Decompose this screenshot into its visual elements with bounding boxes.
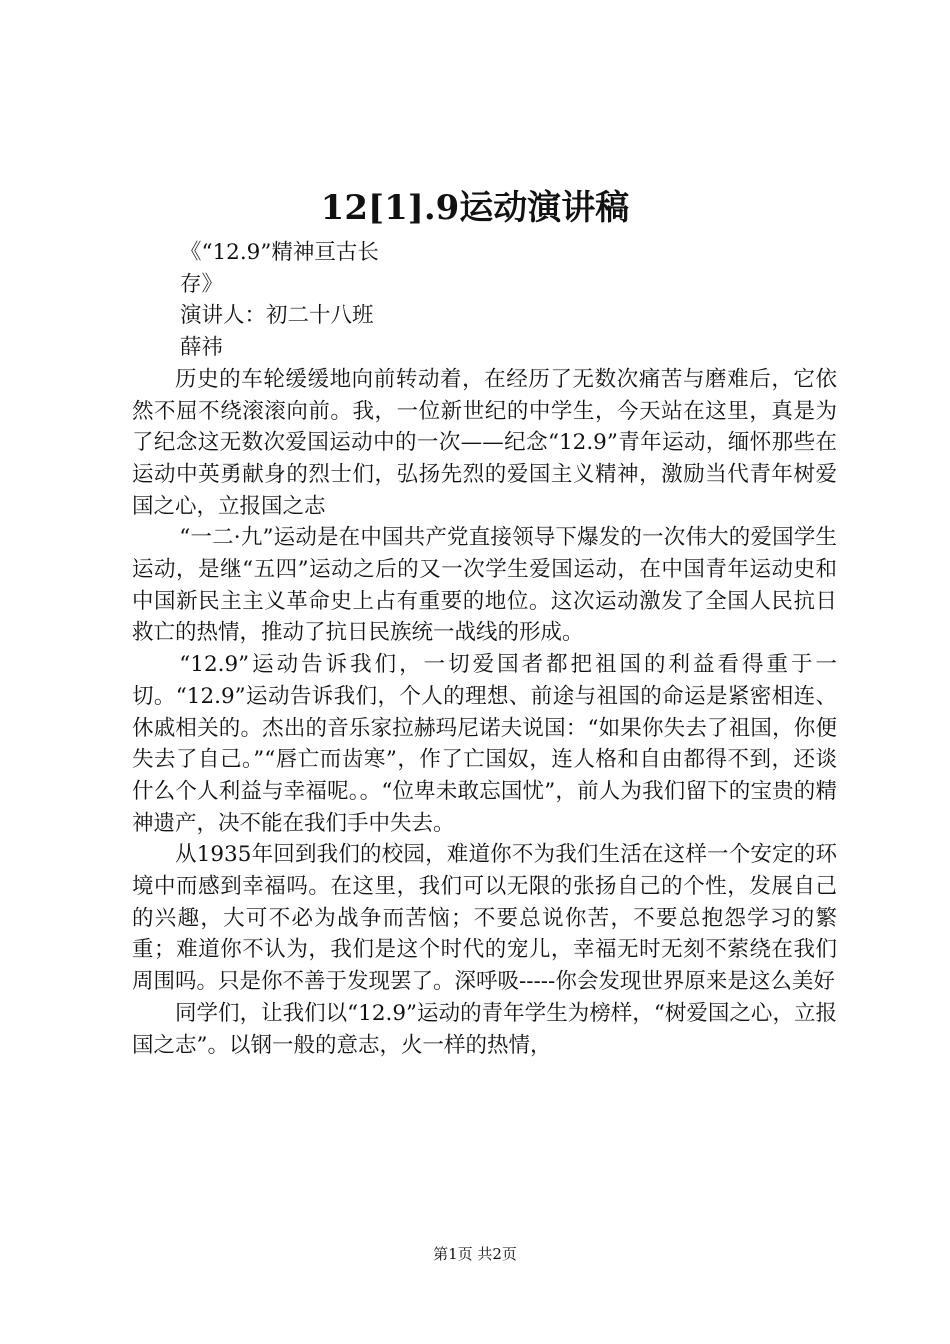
paragraph-5: 同学们，让我们以“12.9”运动的青年学生为榜样，“树爱国之心，立报国之志”。以钢一般的意志，火一样的热情， — [132, 1000, 837, 1058]
document-body — [132, 237, 837, 1061]
paragraph-3: “12.9”运动告诉我们，一切爱国者都把祖国的利益看得重于一切。“12.9”运动告诉我们，个人的理想、前途与祖国的命运是紧密相连、休戚相关的。杰出的音乐家拉赫玛尼诺夫说国：“如果你失去了祖国，你便失去了自己。”“唇亡而齿寒”，作了亡国奴，连人格和自由都得不到，还谈什么个人利益与幸福呢。。“位卑未敢忘国忧”，前人为我们留下的宝贵的精神遗产，决不能在我们手中失去。 — [132, 652, 837, 836]
speech-title-line-1: 《“12.9”精神亘古长 — [180, 240, 379, 265]
paragraph-2: “一二·九”运动是在中国共产党直接领导下爆发的一次伟大的爱国学生运动，是继“五四”运动之后的又一次学生爱国运动，在中国青年运动史和中国新民主主义革命史上占有重要的地位。这次运动激发了全国人民抗日救亡的热情，推动了抗日民族统一战线的形成。 — [132, 525, 837, 646]
paragraph-1: 历史的车轮缓缓地向前转动着，在经历了无数次痛苦与磨难后，它依然不屈不绕滚滚向前。我，一位新世纪的中学生，今天站在这里，真是为了纪念这无数次爱国运动中的一次——纪念“12.9”青年运动，缅怀那些在运动中英勇献身的烈士们，弘扬先烈的爱国主义精神，激励当代青年树爱国之心，立报国之志 — [132, 366, 837, 519]
paragraph-4: 从1935年回到我们的校园，难道你不为我们生活在这样一个安定的环境中而感到幸福吗。在这里，我们可以无限的张扬自己的个性，发展自己的兴趣，大可不必为战争而苦恼；不要总说你苦，不要总抱怨学习的繁重；难道你不认为，我们是这个时代的宠儿，幸福无时无刻不萦绕在我们周围吗。只是你不善于发现罢了。深呼吸-----你会发现世界原来是这么美好 — [132, 842, 837, 995]
speech-title-line-2: 存》 — [180, 271, 224, 297]
speaker-name: 薛祎 — [180, 335, 224, 361]
speaker-line: 演讲人：初二十八班 — [180, 303, 374, 329]
document-title: 12[1].9运动演讲稿 — [320, 188, 630, 228]
page-number-footer: 第1页 共2页 — [433, 1245, 517, 1263]
